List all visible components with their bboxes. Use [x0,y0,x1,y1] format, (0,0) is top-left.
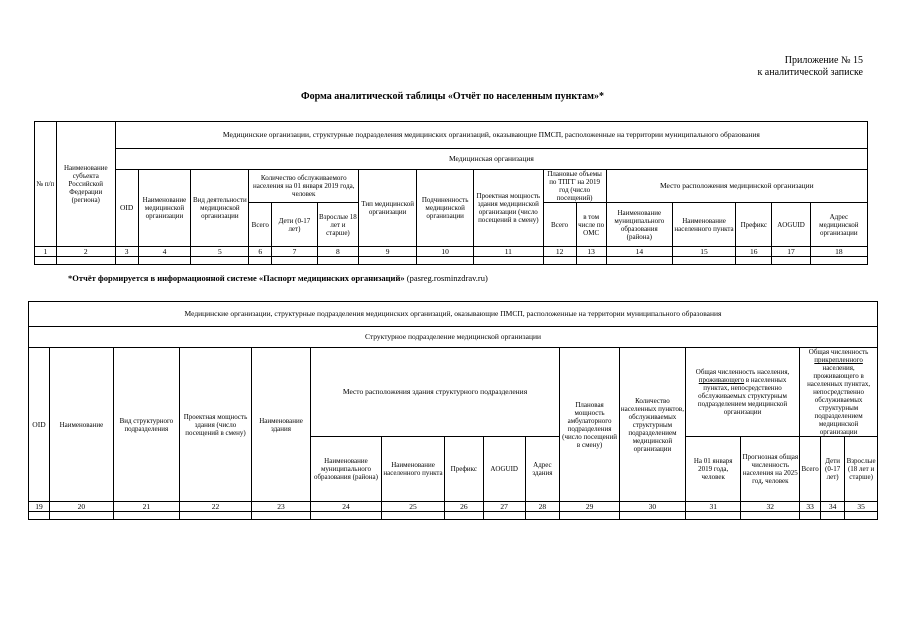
column-number: 3 [115,247,138,257]
col-header-forecast: Прогнозная общая численность населения на 2025 год, человек [741,437,800,502]
footnote-text: *Отчёт формируется в информационной системе «Паспорт медицинских организаций» [68,273,405,283]
column-number: 19 [29,502,50,512]
column-number: 17 [772,247,810,257]
col-header-plan-oms: в том числе по ОМС [576,203,606,247]
table-settlements-orgs [34,121,868,265]
col-header-location: Место расположения медицинской организации [606,170,867,203]
column-number: 11 [474,247,543,257]
column-number: 23 [252,502,311,512]
col-header-subject: Наименование субъекта Российской Федерации (региона) [56,122,115,247]
column-number: 5 [191,247,249,257]
col-header-oid: OID [29,348,50,502]
col-header-capacity: Проектная мощность здания медицинской организации (число посещений в смену) [474,170,543,247]
column-number: 14 [606,247,672,257]
col-header-oid: OID [115,170,138,247]
column-number: 27 [483,502,525,512]
col-header-prefix: Префикс [736,203,772,247]
appendix-number: Приложение № 15 [784,55,863,66]
header-med-orgs: Медицинские организации, структурные подразделения медицинских организаций, оказывающие ПМСП, расположенные на территории муниципального образования [115,122,867,149]
column-number: 32 [741,502,800,512]
column-number: 25 [382,502,445,512]
column-number: 18 [810,247,867,257]
col-header-address: Адрес медицинской организации [810,203,867,247]
col-header-kind: Вид структурного подразделения [113,348,179,502]
col-header-address: Адрес здания [525,437,560,502]
column-number: 22 [179,502,251,512]
col-header-mun-name: Наименование муниципального образования (района) [310,437,381,502]
col-header-residing [685,348,799,437]
form-title: Форма аналитической таблицы «Отчёт по населенным пунктам»* [301,91,604,102]
column-number: 2 [56,247,115,257]
column-number: 21 [113,502,179,512]
column-number: 31 [685,502,741,512]
residing-text-2: в населенных пунктах, непосредственно обслуживаемых структурным подразделением медицинской организации [697,376,788,416]
col-header-subordination: Подчиненность медицинской организации [417,170,474,247]
col-header-settlement: Наименование населенного пункта [382,437,445,502]
col-header-building: Наименование здания [252,348,311,502]
column-number: 8 [317,247,358,257]
col-header-name: Наименование [49,348,113,502]
column-number: 16 [736,247,772,257]
table-row [29,512,878,520]
col-header-planned-capacity: Плановая мощность амбулаторного подразделения (число посещений в смену) [560,348,620,502]
col-header-attached-adults: Взрослые (18 лет и старше) [845,437,878,502]
col-header-attached-children: Дети (0-17 лет) [821,437,845,502]
col-header-aoguid: AOGUID [483,437,525,502]
footnote [68,273,488,283]
column-number: 4 [138,247,191,257]
column-number: 6 [249,247,272,257]
attached-text-1: Общая численность [808,348,869,356]
column-number: 12 [543,247,576,257]
col-header-served-children: Дети (0-17 лет) [272,203,318,247]
col-header-prefix: Префикс [444,437,483,502]
column-number: 33 [800,502,821,512]
column-number: 20 [49,502,113,512]
col-header-settlement: Наименование населенного пункта [672,203,735,247]
col-header-location: Место расположения здания структурного подразделения [310,348,559,437]
appendix-caption [603,55,863,79]
column-number: 9 [359,247,417,257]
col-header-org-name: Наименование медицинской организации [138,170,191,247]
table-row [35,257,868,265]
column-number: 30 [619,502,685,512]
column-number: 1 [35,247,57,257]
col-header-served-total: Всего [249,203,272,247]
col-header-attached-total: Всего [800,437,821,502]
header-struct-unit: Структурное подразделение медицинской организации [29,327,878,348]
col-header-plan: Плановые объемы по ТПГГ на 2019 год (число посещений) [543,170,606,203]
attached-text-2: населения, проживающего в населенных пунктах, непосредственно обслуживаемых структурным подразделением медицинской организации [807,364,871,436]
col-header-on-jan: На 01 января 2019 года, человек [685,437,741,502]
column-number: 35 [845,502,878,512]
col-header-activity: Вид деятельности медицинской организации [191,170,249,247]
column-numbers-row [35,247,868,257]
attached-underlined: прикрепленного [814,356,863,364]
column-number: 13 [576,247,606,257]
column-number: 28 [525,502,560,512]
col-header-mun-name: Наименование муниципального образования (района) [606,203,672,247]
col-header-num: № п/п [35,122,57,247]
col-header-served: Количество обслуживаемого населения на 01 января 2019 года, человек [249,170,359,203]
residing-text-1: Общая численность населения, [695,368,790,376]
column-number: 24 [310,502,381,512]
footnote-url: (pasreg.rosminzdrav.ru) [404,273,488,283]
col-header-aoguid: AOGUID [772,203,810,247]
column-number: 10 [417,247,474,257]
residing-underlined: проживающего [698,376,745,384]
col-header-type: Тип медицинской организации [359,170,417,247]
column-number: 26 [444,502,483,512]
header-med-orgs: Медицинские организации, структурные подразделения медицинских организаций, оказывающие ПМСП, расположенные на территории муниципального образования [29,302,878,327]
column-number: 7 [272,247,318,257]
col-header-served-adults: Взрослые 18 лет и старше) [317,203,358,247]
column-number: 29 [560,502,620,512]
col-header-plan-total: Всего [543,203,576,247]
col-header-attached [800,348,878,437]
appendix-subtitle: к аналитической записке [757,67,863,78]
col-header-settlement-count: Количество населенных пунктов, обслуживаемых структурным подразделением медицинской организации [619,348,685,502]
column-number: 34 [821,502,845,512]
column-numbers-row [29,502,878,512]
header-med-org: Медицинская организация [115,149,867,170]
table-struct-units [28,301,878,520]
col-header-capacity: Проектная мощность здания (число посещений в смену) [179,348,251,502]
column-number: 15 [672,247,735,257]
